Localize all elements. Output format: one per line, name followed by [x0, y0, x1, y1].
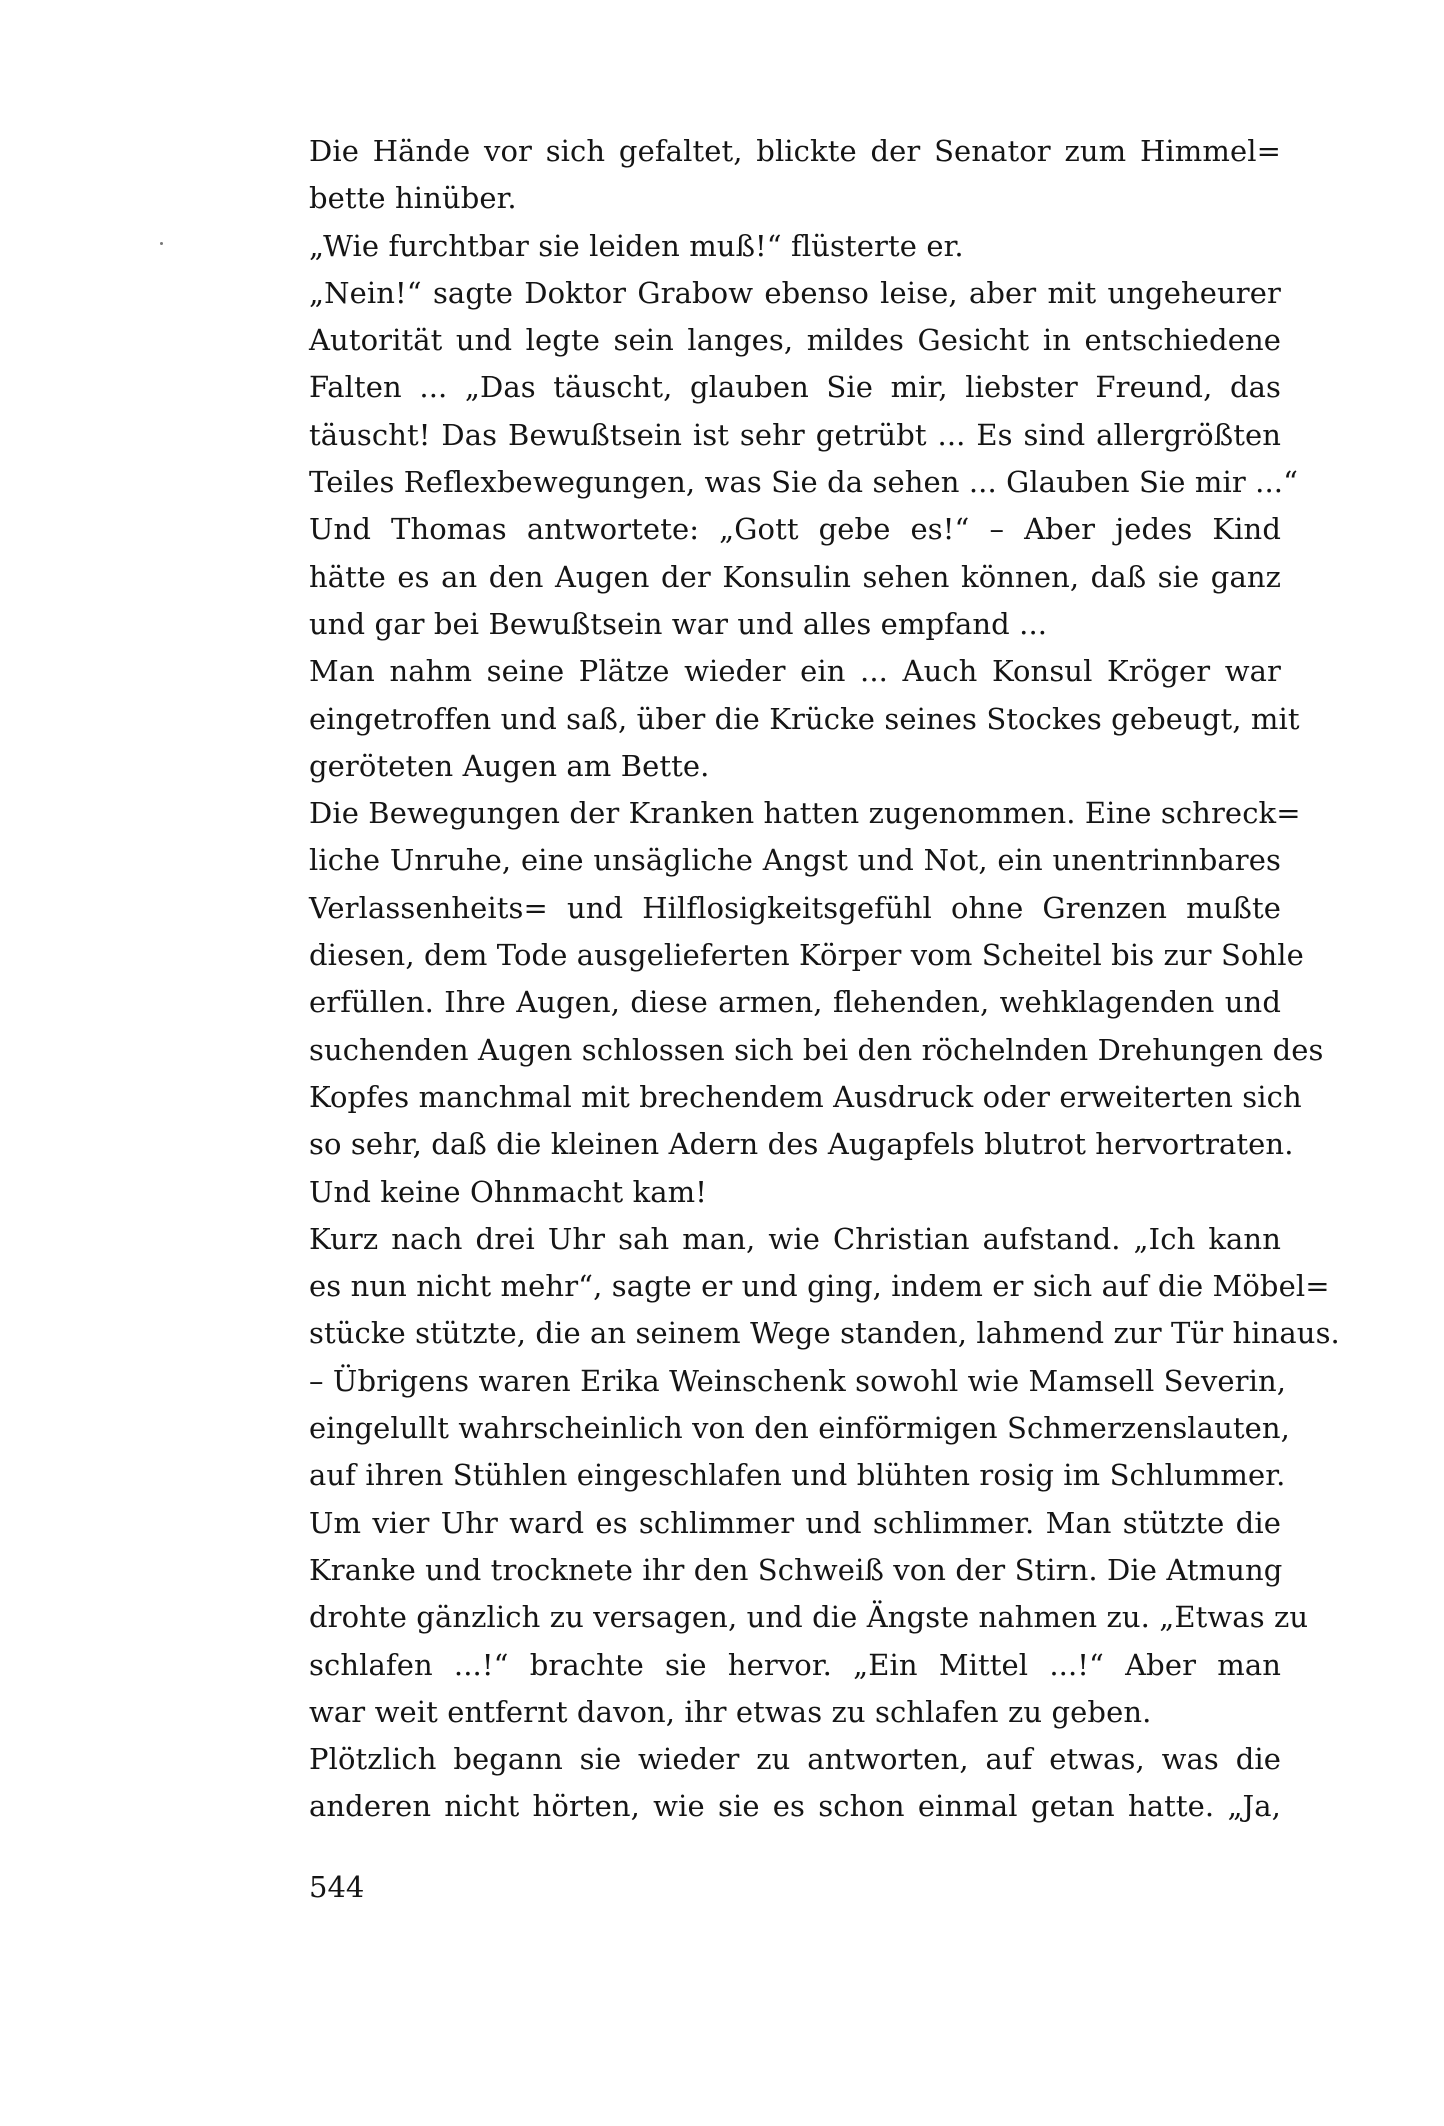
text-line: suchenden Augen schlossen sich bei den röchelnden Drehungen des [309, 1032, 1324, 1067]
text-line: Autorität und legte sein langes, mildes Gesicht in entschiedene [309, 323, 1281, 358]
text-line: Plötzlich begann sie wieder zu antworten, auf etwas, was die [309, 1742, 1281, 1777]
text-line: Verlassenheits= und Hilflosigkeitsgefühl ohne Grenzen mußte [309, 890, 1281, 925]
text-line: Und Thomas antwortete: „Gott gebe es!“ – Aber jedes Kind [309, 512, 1281, 547]
text-line: „Nein!“ sagte Doktor Grabow ebenso leise, aber mit ungeheurer [309, 275, 1281, 310]
text-line: Kurz nach drei Uhr sah man, wie Christian aufstand. „Ich kann [309, 1221, 1281, 1256]
text-line: eingetroffen und saß, über die Krücke seines Stockes gebeugt, mit [309, 701, 1300, 736]
text-line: Kranke und trocknete ihr den Schweiß von der Stirn. Die Atmung [309, 1552, 1283, 1587]
text-line: Man nahm seine Plätze wieder ein ... Auch Konsul Kröger war [309, 654, 1281, 689]
text-line: es nun nicht mehr“, sagte er und ging, indem er sich auf die Möbel= [309, 1269, 1330, 1304]
text-line: „Wie furchtbar sie leiden muß!“ flüsterte er. [309, 228, 964, 263]
text-line: war weit entfernt davon, ihr etwas zu schlafen zu geben. [309, 1694, 1152, 1729]
text-line: Kopfes manchmal mit brechendem Ausdruck oder erweiterten sich [309, 1079, 1302, 1114]
text-line: Die Hände vor sich gefaltet, blickte der Senator zum Himmel= [309, 134, 1281, 168]
text-line: anderen nicht hörten, wie sie es schon einmal getan hatte. „Ja, [309, 1789, 1281, 1824]
text-line: täuscht! Das Bewußtsein ist sehr getrübt ... Es sind allergrößten [309, 417, 1281, 452]
text-line: hätte es an den Augen der Konsulin sehen können, daß sie ganz [309, 559, 1281, 594]
text-line: eingelullt wahrscheinlich von den einförmigen Schmerzenslauten, [309, 1411, 1290, 1446]
text-line: schlafen ...!“ brachte sie hervor. „Ein Mittel ...!“ Aber man [309, 1647, 1281, 1682]
text-line: – Übrigens waren Erika Weinschenk sowohl wie Mamsell Severin, [309, 1363, 1287, 1398]
text-line: geröteten Augen am Bette. [309, 748, 710, 783]
text-line: liche Unruhe, eine unsägliche Angst und Not, ein unentrinnbares [309, 843, 1281, 878]
text-line: Teiles Reflexbewegungen, was Sie da sehen ... Glauben Sie mir ...“ [309, 465, 1299, 500]
text-line: und gar bei Bewußtsein war und alles empfand ... [309, 606, 1048, 641]
text-line: stücke stützte, die an seinem Wege standen, lahmend zur Tür hinaus. [309, 1316, 1340, 1351]
text-line: diesen, dem Tode ausgelieferten Körper vom Scheitel bis zur Sohle [309, 938, 1304, 973]
text-line: Falten ... „Das täuscht, glauben Sie mir, liebster Freund, das [309, 370, 1281, 405]
paper-speck [160, 242, 163, 245]
text-line: auf ihren Stühlen eingeschlafen und blühten rosig im Schlummer. [309, 1458, 1286, 1493]
text-line: Und keine Ohnmacht kam! [309, 1174, 707, 1209]
text-line: Um vier Uhr ward es schlimmer und schlimmer. Man stützte die [309, 1505, 1281, 1540]
text-line: Die Bewegungen der Kranken hatten zugenommen. Eine schreck= [309, 796, 1301, 831]
text-line: drohte gänzlich zu versagen, und die Ängste nahmen zu. „Etwas zu [309, 1600, 1309, 1635]
page-number: 544 [309, 1870, 365, 1904]
text-line: bette hinüber. [309, 181, 517, 216]
text-line: so sehr, daß die kleinen Adern des Augapfels blutrot hervortraten. [309, 1127, 1294, 1162]
text-line: erfüllen. Ihre Augen, diese armen, flehenden, wehklagenden und [309, 985, 1281, 1020]
body-text [309, 128, 1340, 1831]
